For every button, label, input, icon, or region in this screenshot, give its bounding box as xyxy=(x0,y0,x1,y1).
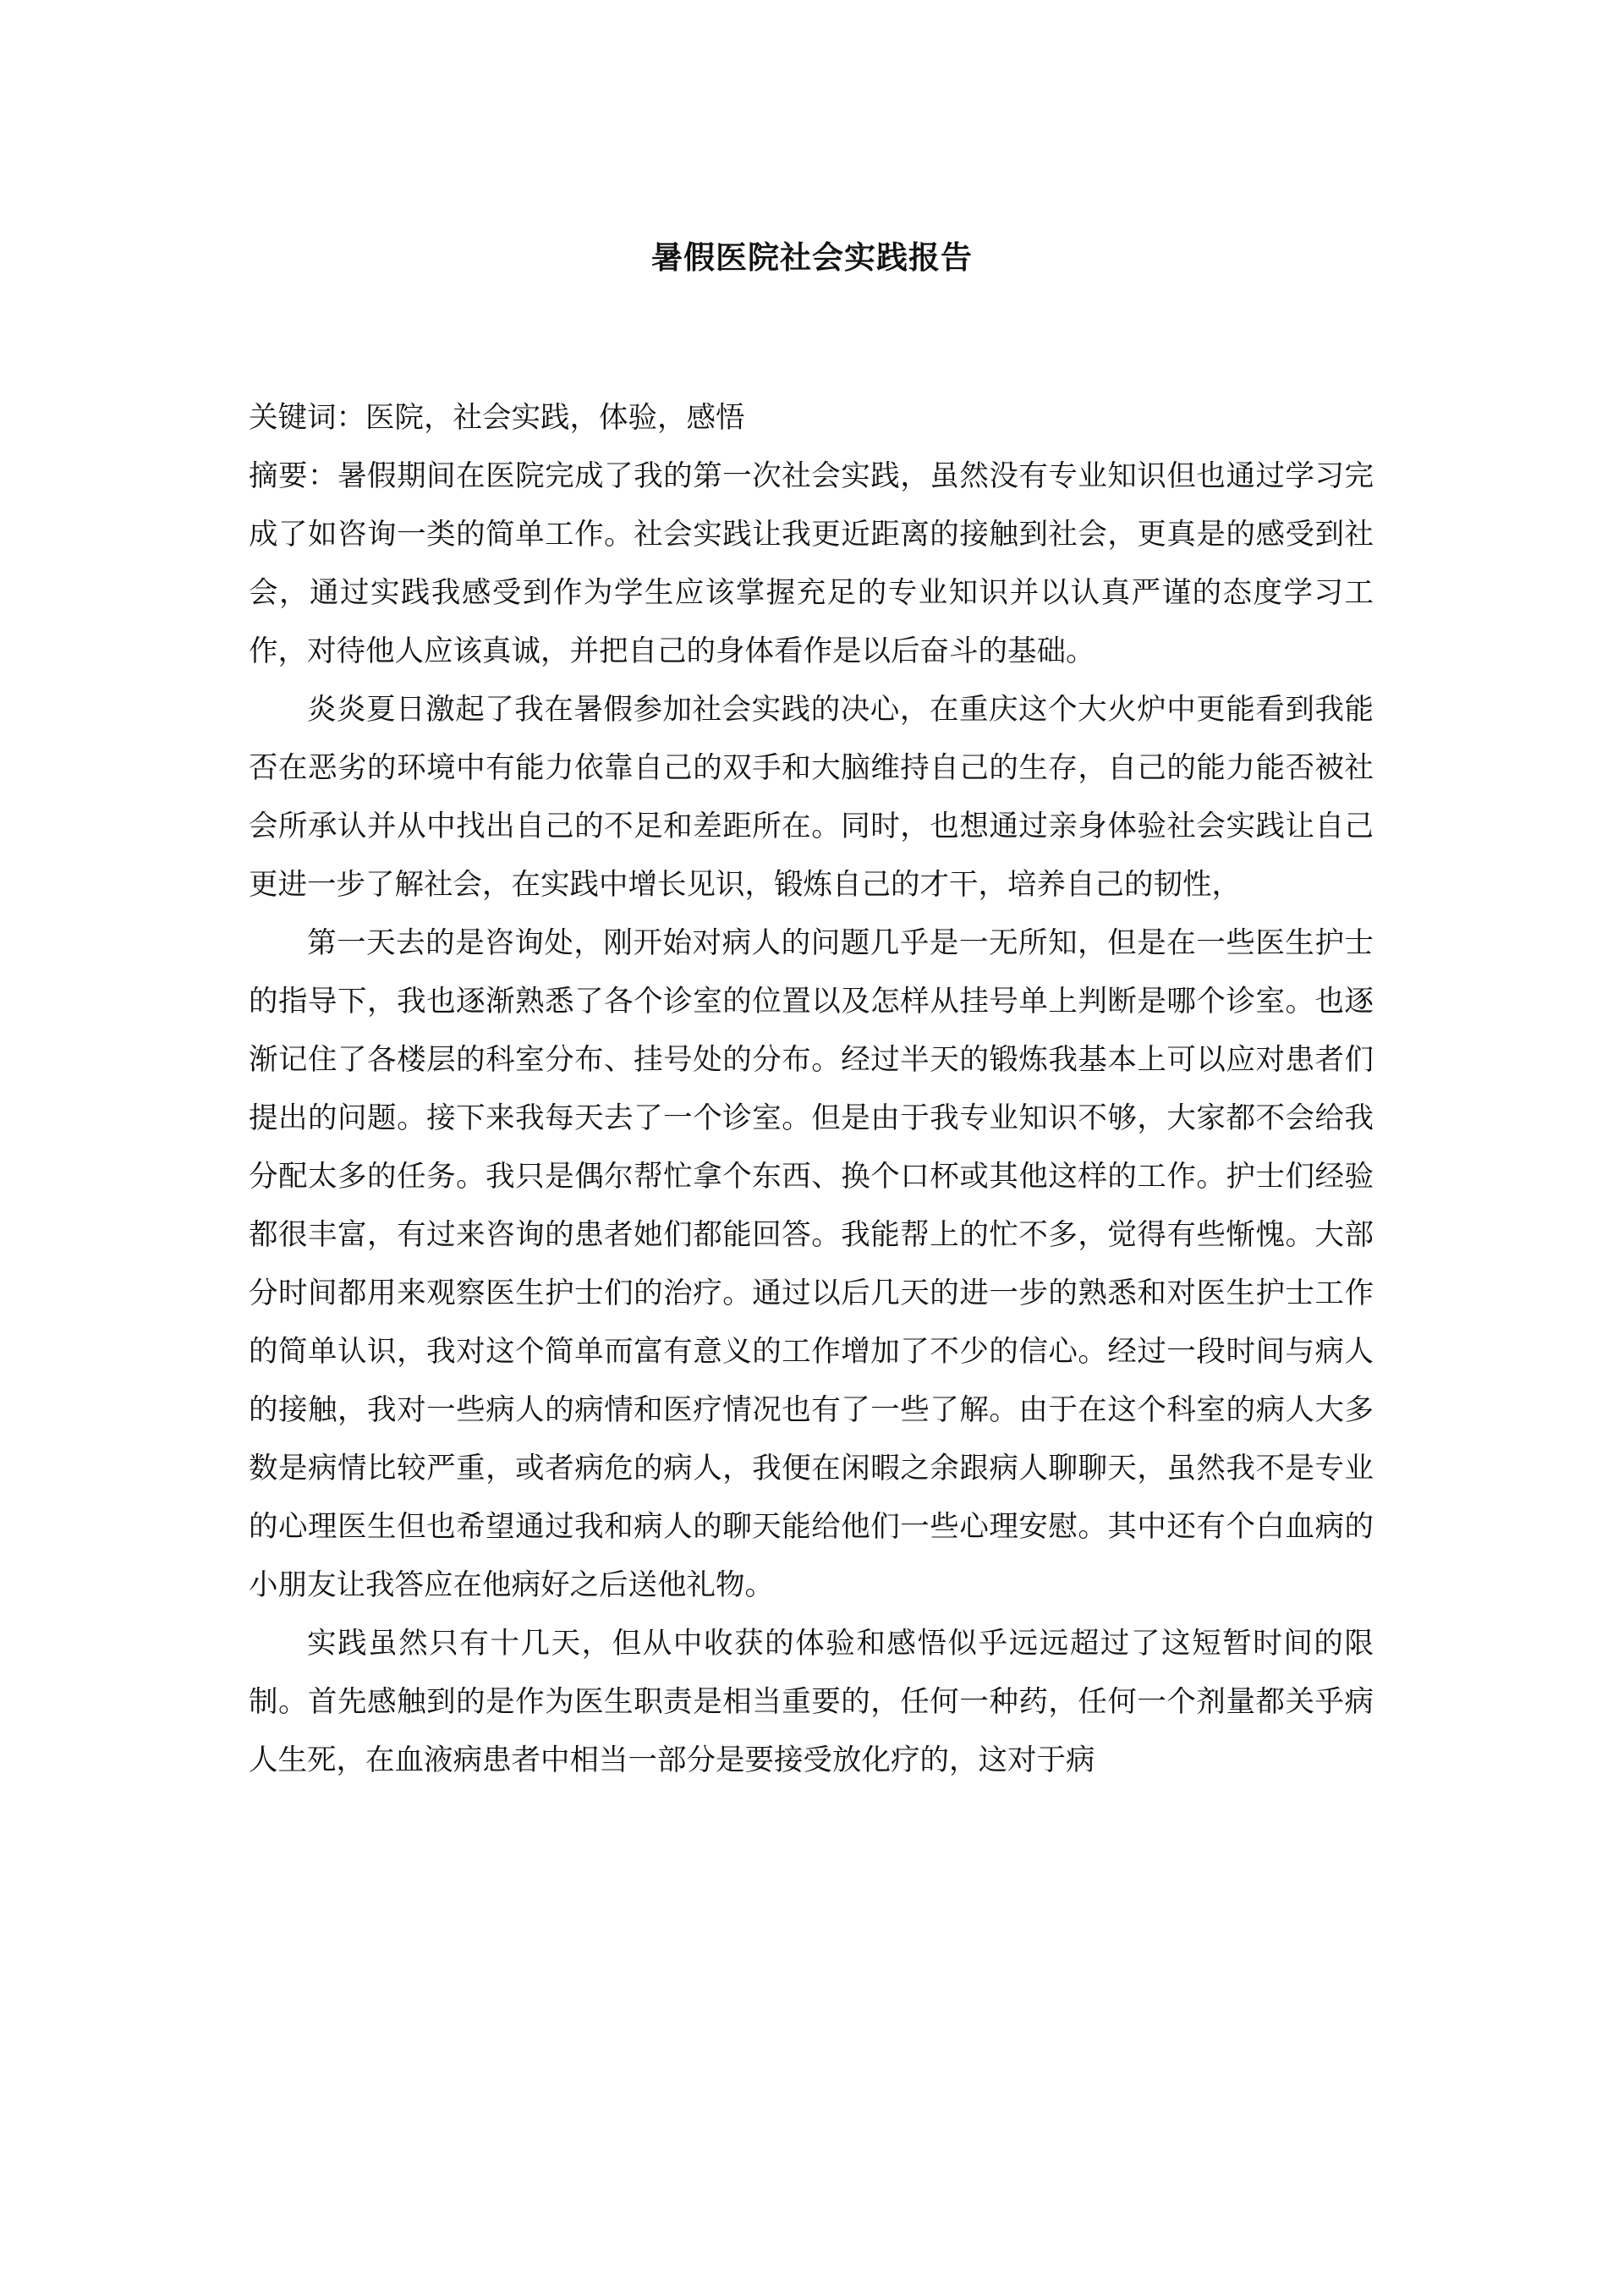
body-paragraph: 第一天去的是咨询处，刚开始对病人的问题几乎是一无所知，但是在一些医生护士的指导下，我也逐渐熟悉了各个诊室的位置以及怎样从挂号单上判断是哪个诊室。也逐渐记住了各楼层的科室分布、挂号处的分布。经过半天的锻炼我基本上可以应对患者们提出的问题。接下来我每天去了一个诊室。但是由于我专业知识不够，大家都不会给我分配太多的任务。我只是偶尔帮忙拿个东西、换个口杯或其他这样的工作。护士们经验都很丰富，有过来咨询的患者她们都能回答。我能帮上的忙不多，觉得有些惭愧。大部分时间都用来观察医生护士们的治疗。通过以后几天的进一步的熟悉和对医生护士工作的简单认识，我对这个简单而富有意义的工作增加了不少的信心。经过一段时间与病人的接触，我对一些病人的病情和医疗情况也有了一些了解。由于在这个科室的病人大多数是病情比较严重，或者病危的病人，我便在闲暇之余跟病人聊聊天，虽然我不是专业的心理医生但也希望通过我和病人的聊天能给他们一些心理安慰。其中还有个白血病的小朋友让我答应在他病好之后送他礼物。 xyxy=(249,926,1374,1602)
abstract-paragraph: 摘要：暑假期间在医院完成了我的第一次社会实践，虽然没有专业知识但也通过学习完成了如咨询一类的简单工作。社会实践让我更近距离的接触到社会，更真是的感受到社会，通过实践我感受到作为学生应该掌握充足的专业知识并以认真严谨的态度学习工作，对待他人应该真诚，并把自己的身体看作是以后奋斗的基础。 xyxy=(249,459,1374,668)
document-body xyxy=(249,389,1374,1790)
keywords-line: 关键词：医院，社会实践，体验，感悟 xyxy=(249,401,745,435)
document-title: 暑假医院社会实践报告 xyxy=(651,239,973,276)
body-paragraph: 实践虽然只有十几天，但从中收获的体验和感悟似乎远远超过了这短暂时间的限制。首先感触到的是作为医生职责是相当重要的，任何一种药，任何一个剂量都关乎病人生死，在血液病患者中相当一部分是要接受放化疗的，这对于病 xyxy=(249,1627,1374,1777)
body-paragraph: 炎炎夏日激起了我在暑假参加社会实践的决心，在重庆这个大火炉中更能看到我能否在恶劣的环境中有能力依靠自己的双手和大脑维持自己的生存，自己的能力能否被社会所承认并从中找出自己的不足和差距所在。同时，也想通过亲身体验社会实践让自己更进一步了解社会，在实践中增长见识，锻炼自己的才干，培养自己的韧性， xyxy=(249,693,1374,902)
